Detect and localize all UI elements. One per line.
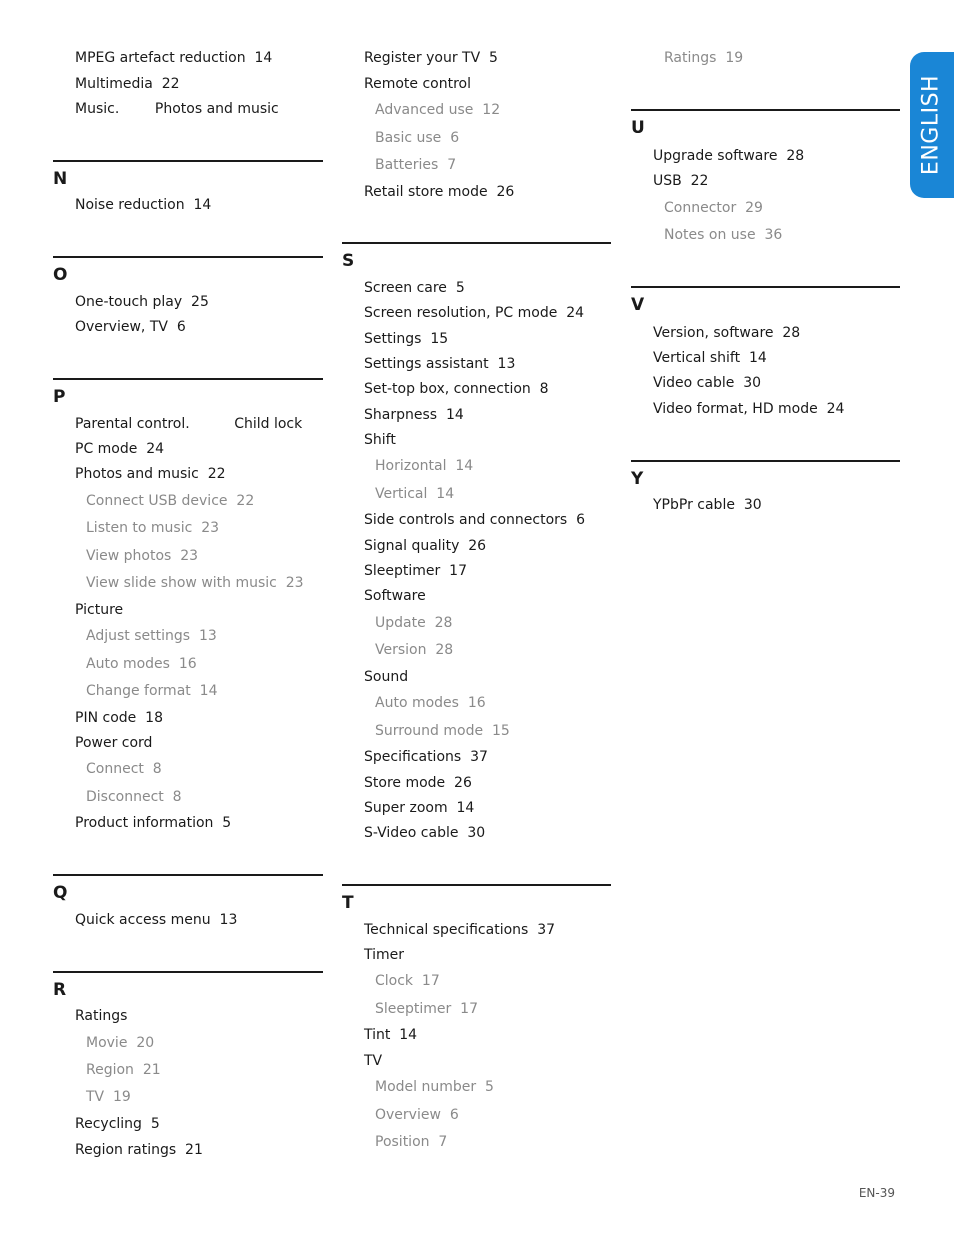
section-letter-r: R — [53, 980, 67, 1000]
section-letter-v: V — [631, 295, 645, 315]
section-letter-u: U — [631, 118, 645, 138]
index-entry: Settings assistant 13 — [364, 356, 516, 372]
index-subentry: Notes on use 36 — [664, 227, 783, 243]
index-entry: Shift — [364, 432, 396, 448]
index-entry: Overview, TV 6 — [75, 319, 186, 335]
index-entry: Video cable 30 — [653, 375, 762, 391]
index-entry: Region ratings 21 — [75, 1142, 203, 1158]
section-divider — [631, 286, 900, 288]
index-entry: One-touch play 25 — [75, 294, 209, 310]
index-subentry: Connect USB device 22 — [86, 493, 255, 509]
index-subentry: Disconnect 8 — [86, 789, 182, 805]
index-subentry: Region 21 — [86, 1062, 161, 1078]
index-entry: Product information 5 — [75, 815, 232, 831]
index-entry: Side controls and connectors 6 — [364, 512, 586, 528]
section-letter-s: S — [342, 251, 355, 271]
index-subentry: Advanced use 12 — [375, 102, 501, 118]
section-divider — [53, 378, 323, 380]
index-subentry: Batteries 7 — [375, 157, 457, 173]
index-entry: Ratings — [75, 1008, 128, 1024]
index-entry: Signal quality 26 — [364, 538, 487, 554]
index-subentry: Auto modes 16 — [86, 656, 197, 672]
index-entry: YPbPr cable 30 — [653, 497, 762, 513]
index-entry: Store mode 26 — [364, 775, 472, 791]
index-subentry: Update 28 — [375, 615, 453, 631]
section-divider — [53, 256, 323, 258]
index-entry: Set-top box, connection 8 — [364, 381, 549, 397]
index-subentry: Adjust settings 13 — [86, 628, 217, 644]
index-entry: PC mode 24 — [75, 441, 165, 457]
index-subentry: Version 28 — [375, 642, 454, 658]
index-entry: Photos and music 22 — [75, 466, 226, 482]
index-entry: Upgrade software 28 — [653, 148, 805, 164]
page-number: EN-39 — [858, 1186, 895, 1200]
section-letter-q: Q — [53, 883, 68, 903]
index-entry: PIN code 18 — [75, 710, 163, 726]
index-subentry: Basic use 6 — [375, 130, 460, 146]
index-entry: Settings 15 — [364, 331, 449, 347]
index-entry: Recycling 5 — [75, 1116, 160, 1132]
index-entry: Quick access menu 13 — [75, 912, 238, 928]
index-entry: Timer — [364, 947, 405, 963]
index-subentry: Auto modes 16 — [375, 695, 486, 711]
index-entry: Register your TV 5 — [364, 50, 498, 66]
section-letter-p: P — [53, 387, 66, 407]
index-entry: Sharpness 14 — [364, 407, 464, 423]
index-entry: Music. Photos and music — [75, 101, 279, 117]
index-entry: Software — [364, 588, 426, 604]
index-subentry: Position 7 — [375, 1134, 448, 1150]
index-entry: Multimedia 22 — [75, 76, 180, 92]
section-divider — [631, 460, 900, 462]
section-divider — [631, 109, 900, 111]
index-entry: Sound — [364, 669, 409, 685]
index-subentry: TV 19 — [86, 1089, 131, 1105]
section-letter-t: T — [342, 893, 354, 913]
section-divider — [53, 971, 323, 973]
index-subentry: View photos 23 — [86, 548, 199, 564]
index-entry: Video format, HD mode 24 — [653, 401, 845, 417]
index-entry: Retail store mode 26 — [364, 184, 515, 200]
index-subentry: Horizontal 14 — [375, 458, 474, 474]
index-subentry: Change format 14 — [86, 683, 218, 699]
index-subentry: Clock 17 — [375, 973, 440, 989]
index-entry: Parental control. Child lock — [75, 416, 303, 432]
index-subentry: Connect 8 — [86, 761, 162, 777]
index-entry: TV — [364, 1053, 383, 1069]
index-entry: MPEG artefact reduction 14 — [75, 50, 273, 66]
index-subentry: Surround mode 15 — [375, 723, 510, 739]
index-entry: Version, software 28 — [653, 325, 801, 341]
index-entry: Vertical shift 14 — [653, 350, 767, 366]
index-entry: Screen resolution, PC mode 24 — [364, 305, 585, 321]
index-subentry: Model number 5 — [375, 1079, 494, 1095]
index-subentry: Ratings 19 — [664, 50, 744, 66]
section-divider — [342, 884, 611, 886]
index-entry: Sleeptimer 17 — [364, 563, 467, 579]
section-letter-y: Y — [631, 469, 644, 489]
section-letter-n: N — [53, 169, 68, 189]
section-letter-o: O — [53, 265, 68, 285]
index-entry: Specifications 37 — [364, 749, 488, 765]
index-subentry: Listen to music 23 — [86, 520, 220, 536]
index-subentry: View slide show with music 23 — [86, 575, 304, 591]
index-entry: S-Video cable 30 — [364, 825, 486, 841]
index-entry: Power cord — [75, 735, 153, 751]
index-subentry: Connector 29 — [664, 200, 763, 216]
index-entry: Super zoom 14 — [364, 800, 475, 816]
section-divider — [53, 160, 323, 162]
index-subentry: Overview 6 — [375, 1107, 459, 1123]
language-tab-label: ENGLISH — [918, 74, 944, 176]
index-subentry: Sleeptimer 17 — [375, 1001, 478, 1017]
index-entry: Remote control — [364, 76, 471, 92]
index-subentry: Movie 20 — [86, 1035, 155, 1051]
index-entry: Tint 14 — [364, 1027, 418, 1043]
section-divider — [53, 874, 323, 876]
index-entry: Technical specifications 37 — [364, 922, 556, 938]
section-divider — [342, 242, 611, 244]
index-subentry: Vertical 14 — [375, 486, 455, 502]
index-entry: Noise reduction 14 — [75, 197, 212, 213]
index-entry: Screen care 5 — [364, 280, 465, 296]
index-entry: USB 22 — [653, 173, 709, 189]
index-entry: Picture — [75, 602, 124, 618]
